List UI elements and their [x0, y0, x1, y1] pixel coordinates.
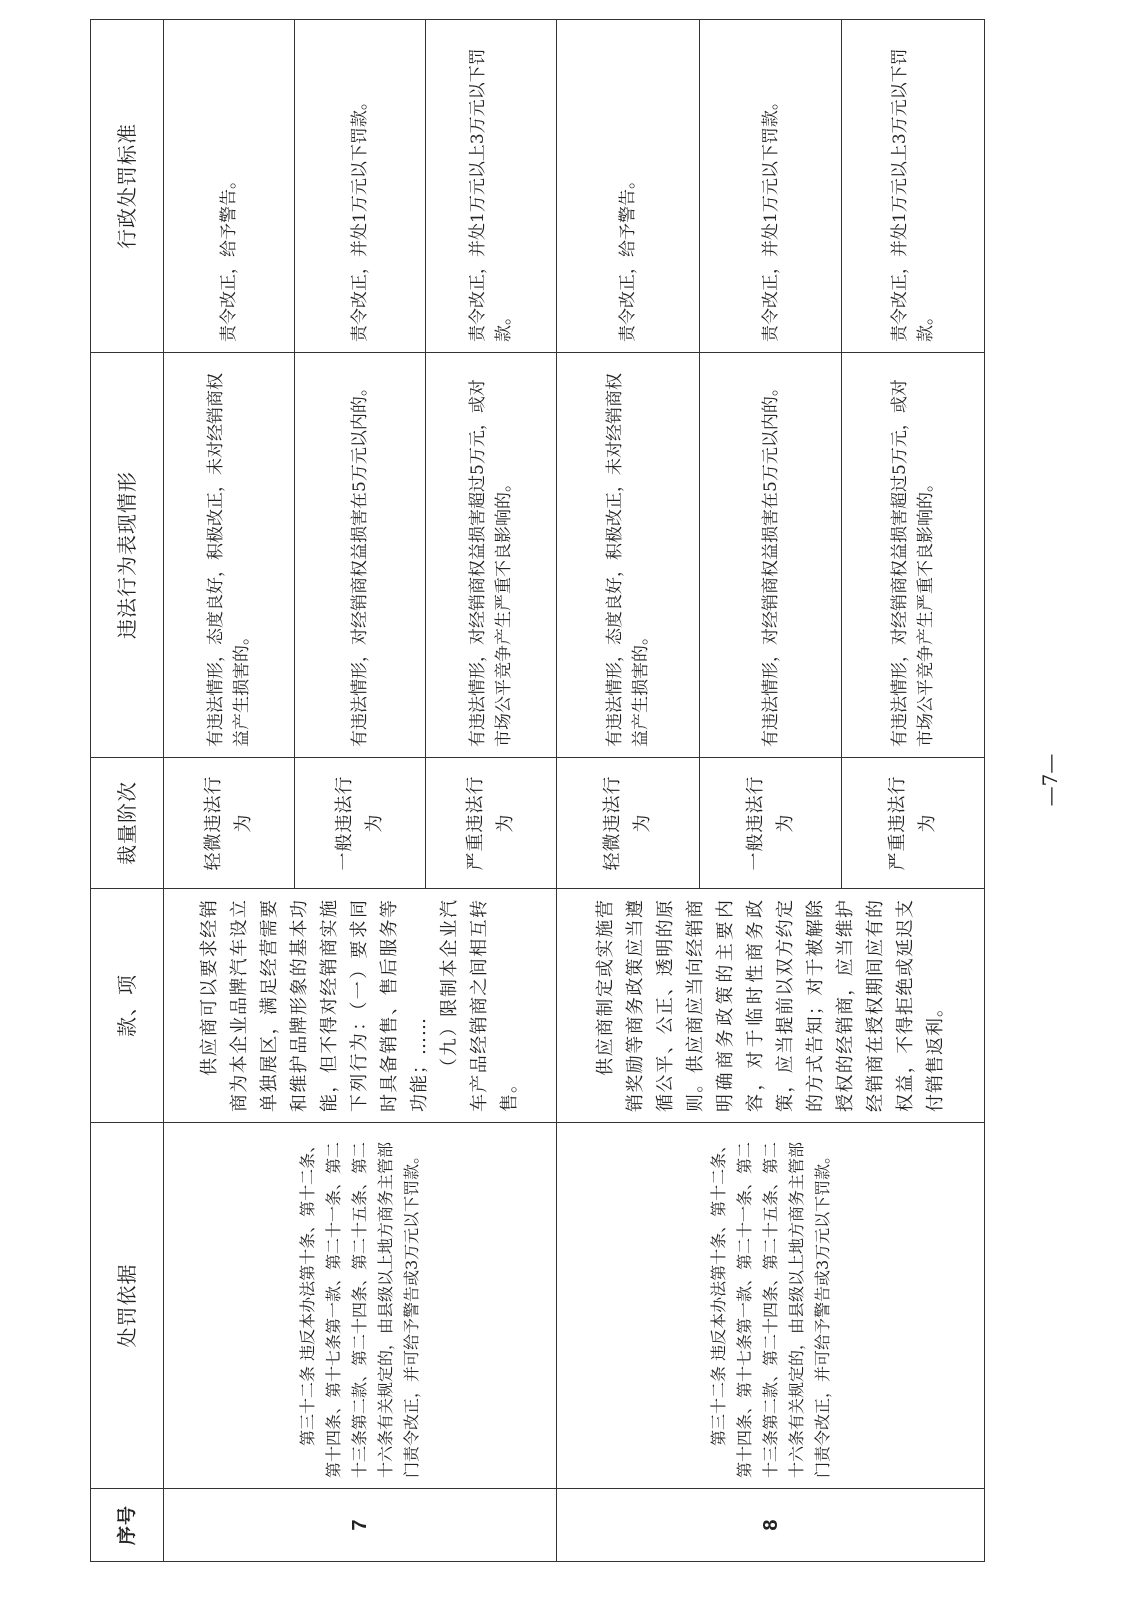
row-level: 严重违法行为	[842, 758, 985, 889]
row-level: 轻微违法行为	[557, 758, 700, 889]
row-behavior: 有违法情形，态度良好，积极改正，未对经销商权益产生损害的。	[164, 353, 295, 758]
header-standard: 行政处罚标准	[91, 20, 164, 353]
row-behavior: 有违法情形，对经销商权益损害超过5万元，或对市场公平竞争产生严重不良影响的。	[426, 353, 557, 758]
row-basis: 第三十二条 违反本办法第十条、第十二条、第十四条、第十七条第一款、第二十一条、第二十三条第二款、第二十四条、第二十五条、第二十六条有关规定的，由县级以上地方商务主管部门责令改正，并可给予警告或3万元以下罚款。	[164, 1123, 557, 1489]
clause-paragraph: （九）限制本企业汽车产品经销商之间相互转售。	[439, 899, 521, 1112]
row-seq: 7	[164, 1489, 557, 1562]
header-behavior: 违法行为表现情形	[91, 353, 164, 758]
row-standard: 责令改正，并处1万元以下罚款。	[295, 20, 426, 353]
row-level: 一般违法行为	[699, 758, 842, 889]
row-behavior: 有违法情形，对经销商权益损害在5万元以内的。	[699, 353, 842, 758]
row-standard: 责令改正，并处1万元以下罚款。	[699, 20, 842, 353]
page-number: —7—	[1038, 753, 1062, 807]
rotated-page-content	[90, 20, 985, 1562]
row-basis: 第三十二条 违反本办法第十条、第十二条、第十四条、第十七条第一款、第二十一条、第二十三条第二款、第二十四条、第二十五条、第二十六条有关规定的，由县级以上地方商务主管部门责令改正，并可给予警告或3万元以下罚款。	[557, 1123, 985, 1489]
header-seq: 序号	[91, 1489, 164, 1562]
header-level: 裁量阶次	[91, 758, 164, 889]
header-clause: 款、项	[91, 889, 164, 1123]
row-behavior: 有违法情形，态度良好，积极改正，未对经销商权益产生损害的。	[557, 353, 700, 758]
penalty-table	[90, 19, 985, 1562]
row-behavior: 有违法情形，对经销商权益损害超过5万元，或对市场公平竞争产生严重不良影响的。	[842, 353, 985, 758]
row-level: 一般违法行为	[295, 758, 426, 889]
row-standard: 责令改正，给予警告。	[164, 20, 295, 353]
row-level: 严重违法行为	[426, 758, 557, 889]
header-basis: 处罚依据	[91, 1123, 164, 1489]
row-standard: 责令改正，给予警告。	[557, 20, 700, 353]
header-row	[91, 20, 164, 1562]
clause-paragraph: 供应商可以要求经销商为本企业品牌汽车设立单独展区，满足经营需要和维护品牌形象的基本功能，但不得对经销商实施下列行为：（一）要求同时具备销售、售后服务等功能；……	[199, 899, 431, 1112]
page-number-wrapper	[1038, 700, 1098, 900]
row-clause	[164, 889, 557, 1123]
row-level: 轻微违法行为	[164, 758, 295, 889]
row-standard: 责令改正，并处1万元以上3万元以下罚款。	[842, 20, 985, 353]
table-row	[164, 20, 295, 1562]
row-clause	[557, 889, 985, 1123]
table-row	[557, 20, 700, 1562]
clause-paragraph: 供应商制定或实施营销奖励等商务政策应当遵循公平、公正、透明的原则。供应商应当向经销商明确商务政策的主要内容，对于临时性商务政策，应当提前以双方约定的方式告知；对于被解除授权的经销商，应当维护经销商在授权期间应有的权益，不得拒绝或延迟支付销售返利。	[594, 899, 946, 1112]
row-seq: 8	[557, 1489, 985, 1562]
row-behavior: 有违法情形，对经销商权益损害在5万元以内的。	[295, 353, 426, 758]
row-standard: 责令改正，并处1万元以上3万元以下罚款。	[426, 20, 557, 353]
